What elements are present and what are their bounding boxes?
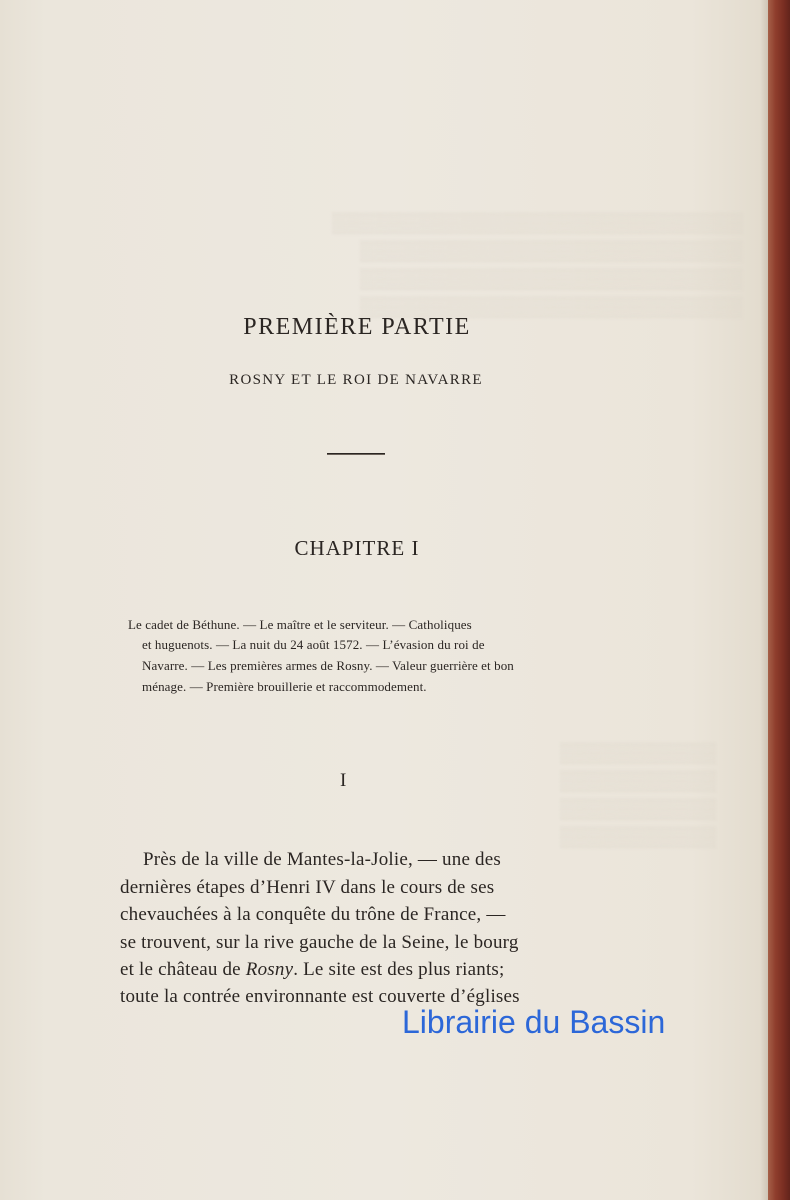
show-through-line: ▒▒▒▒▒▒▒▒▒▒▒▒▒▒▒▒▒▒▒▒▒▒▒▒▒▒▒▒▒: [332, 212, 743, 234]
body-text-line: se trouvent, sur la rive gauche de la Seine, le bourg: [120, 932, 519, 953]
body-text-segment: . Le site est des plus riants;: [293, 959, 505, 980]
part-title: PREMIÈRE PARTIE: [243, 314, 471, 340]
show-through-line: ▒▒▒▒▒▒▒▒▒▒▒▒▒▒▒▒▒▒▒▒▒▒▒▒▒▒▒: [360, 268, 743, 290]
show-through-line: ▒▒▒▒▒▒▒▒▒▒▒: [560, 770, 716, 792]
chapter-summary-line: et huguenots. — La nuit du 24 août 1572. — L’évasion du roi de: [142, 637, 485, 652]
show-through-line: ▒▒▒▒▒▒▒▒▒▒▒: [560, 742, 716, 764]
section-number: I: [340, 770, 347, 791]
body-text-line: chevauchées à la conquête du trône de France, —: [120, 904, 506, 925]
section-divider-rule: [327, 453, 385, 455]
part-subtitle: ROSNY ET LE ROI DE NAVARRE: [229, 372, 483, 388]
show-through-line: ▒▒▒▒▒▒▒▒▒▒▒: [560, 826, 716, 848]
show-through-line: ▒▒▒▒▒▒▒▒▒▒▒: [560, 798, 716, 820]
chapter-summary-line: Le cadet de Béthune. — Le maître et le serviteur. — Catholiques: [128, 617, 472, 632]
show-through-line: ▒▒▒▒▒▒▒▒▒▒▒▒▒▒▒▒▒▒▒▒▒▒▒▒▒▒▒: [360, 296, 743, 318]
body-text-segment: et le château de: [120, 959, 246, 980]
body-text-line: toute la contrée environnante est couverte d’églises: [120, 986, 520, 1007]
book-cover-edge: [768, 0, 790, 1200]
chapter-title: CHAPITRE I: [294, 536, 420, 560]
chapter-summary-line: ménage. — Première brouillerie et raccommodement.: [142, 679, 427, 694]
chapter-summary-line: Navarre. — Les premières armes de Rosny. — Valeur guerrière et bon: [142, 658, 514, 673]
body-text-line: [120, 959, 505, 981]
body-text-line: Près de la ville de Mantes-la-Jolie, — une des: [143, 849, 501, 870]
body-text-line: dernières étapes d’Henri IV dans le cours de ses: [120, 877, 495, 898]
show-through-line: ▒▒▒▒▒▒▒▒▒▒▒▒▒▒▒▒▒▒▒▒▒▒▒▒▒▒▒: [360, 240, 743, 262]
watermark-label: Librairie du Bassin: [402, 1004, 666, 1040]
place-name-rosny: Rosny: [245, 959, 294, 980]
